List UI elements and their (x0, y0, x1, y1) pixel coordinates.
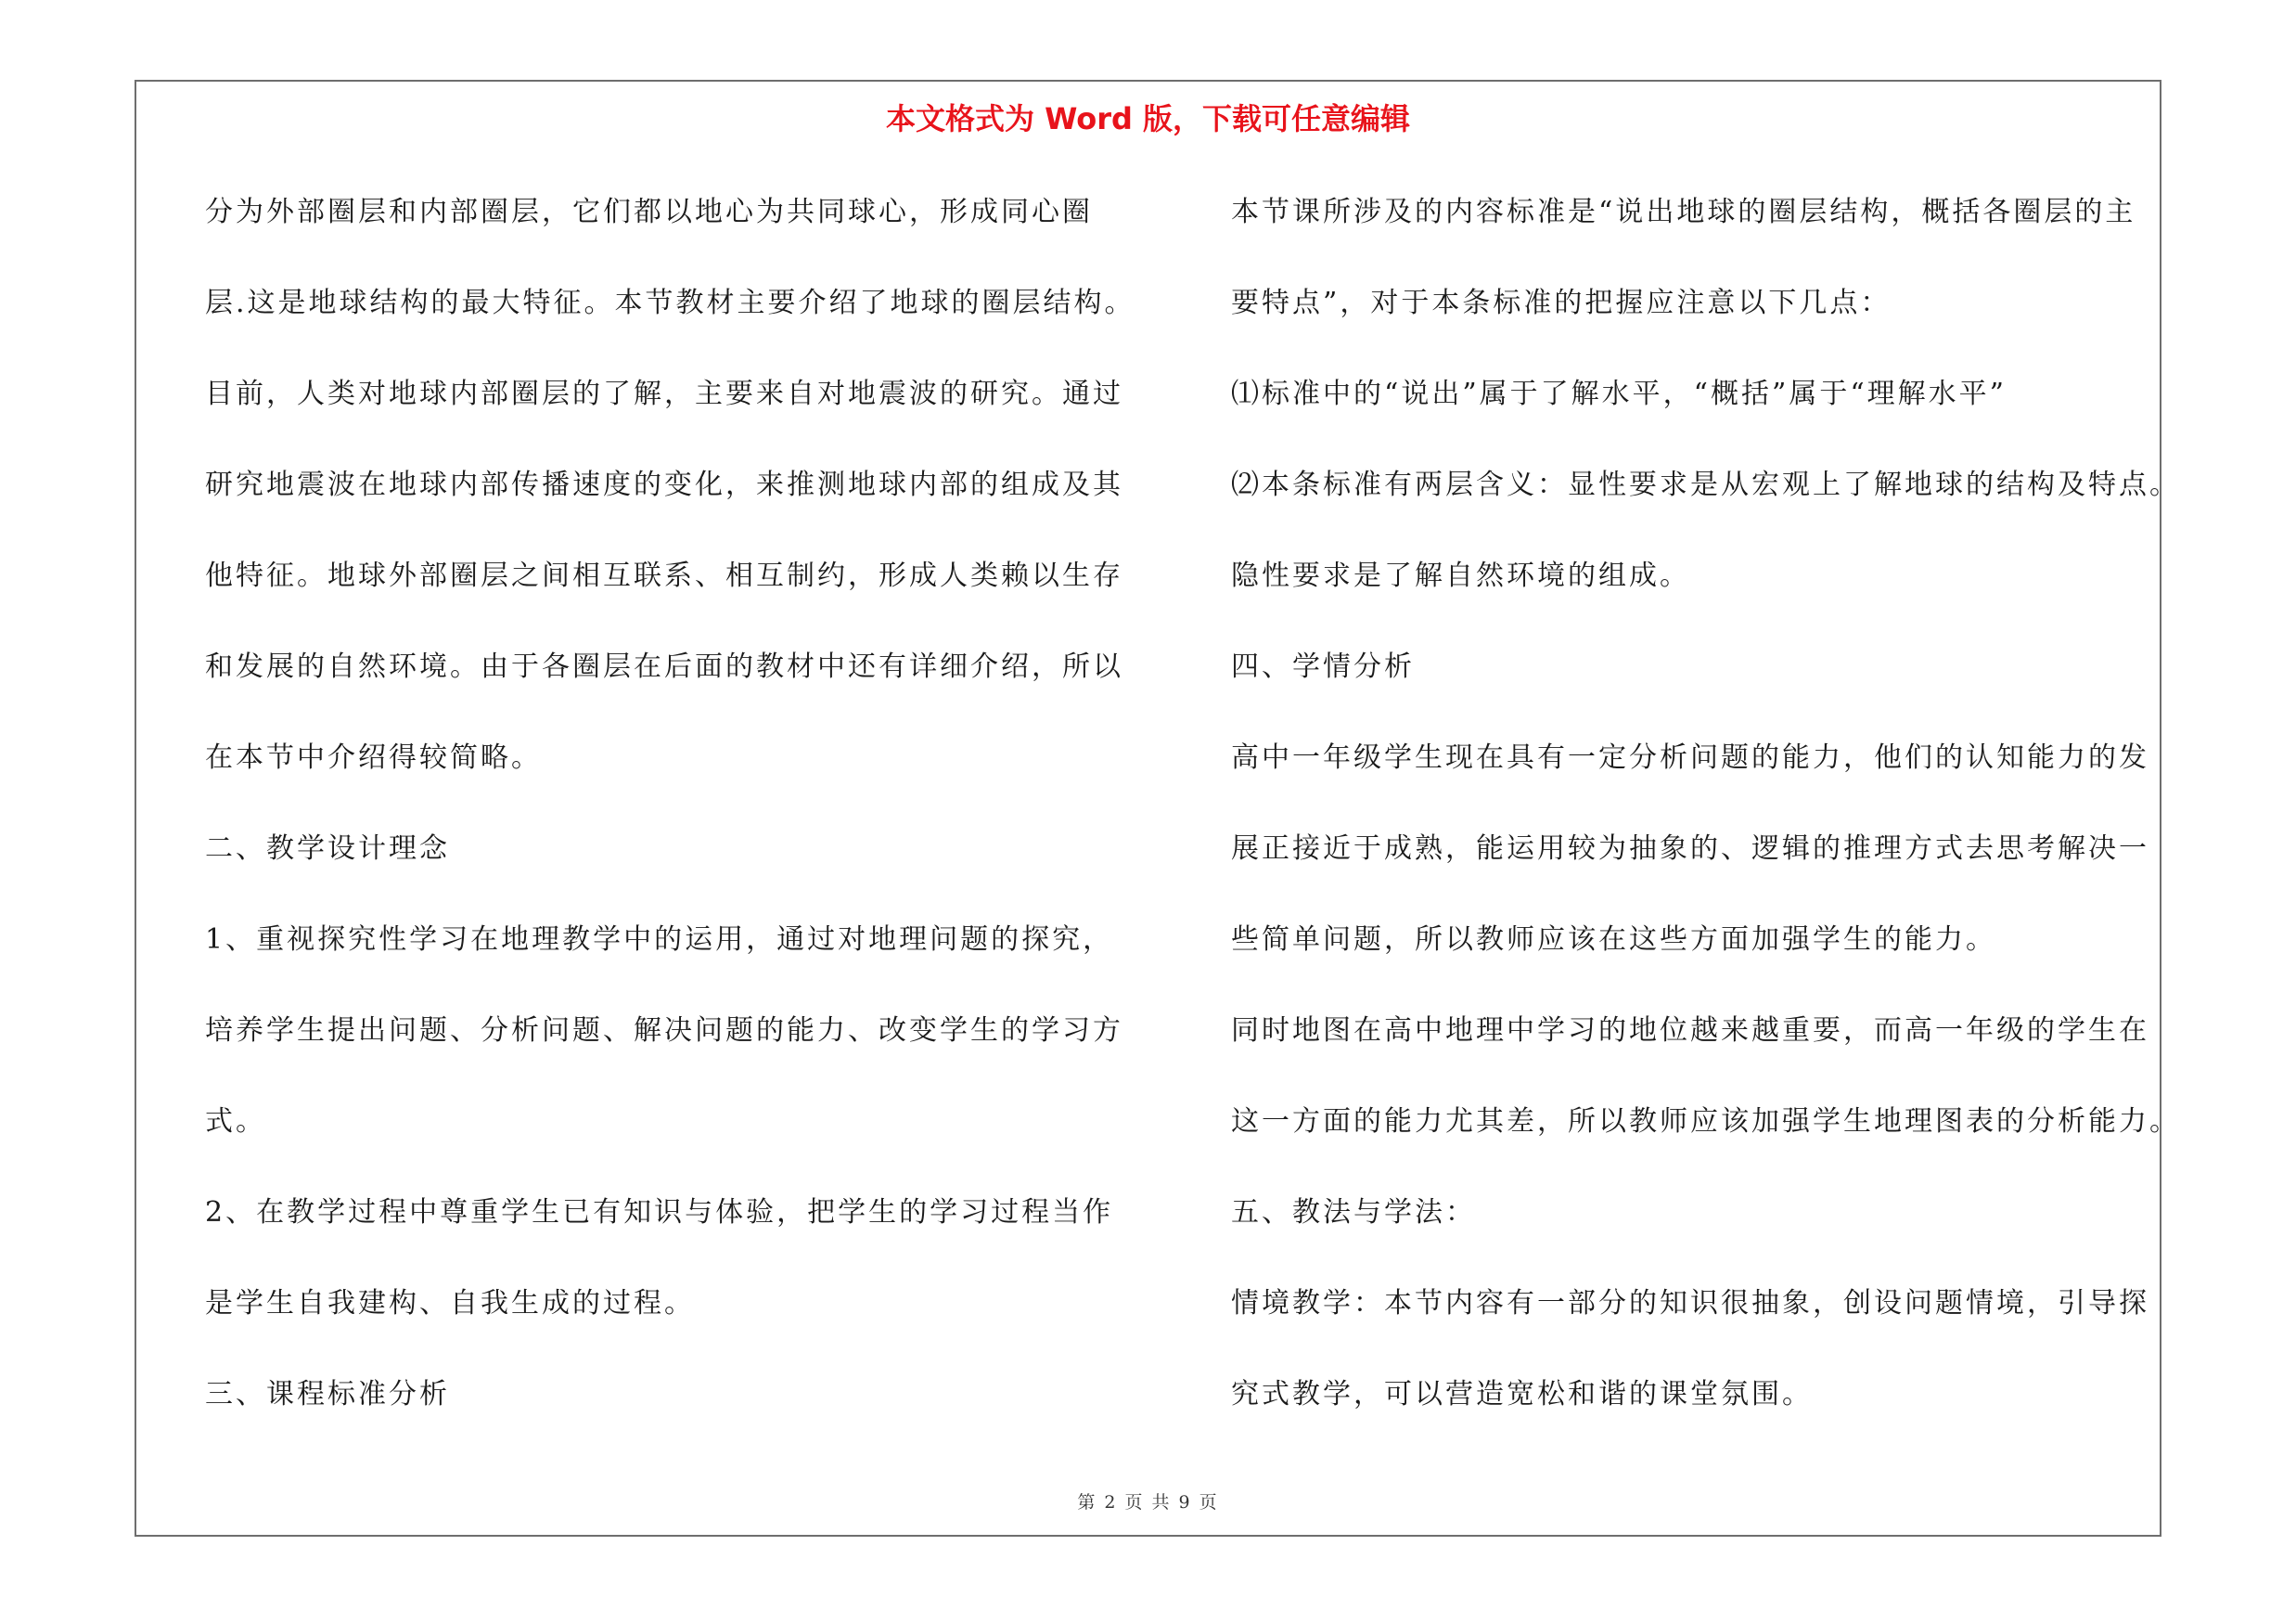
text-line: 目前，人类对地球内部圈层的了解，主要来自对地震波的研究。通过 (205, 378, 1123, 410)
text-line: 情境教学：本节内容有一部分的知识很抽象，创设问题情境，引导探 (1231, 1287, 2149, 1320)
left-text-column (205, 186, 1133, 1459)
section-heading: 三、课程标准分析 (205, 1378, 450, 1410)
text-line: ⑴标准中的“说出”属于了解水平，“概括”属于“理解水平” (1231, 378, 2007, 410)
text-line: 2、在教学过程中尊重学生已有知识与体验，把学生的学习过程当作 (205, 1196, 1114, 1229)
text-line: 式。 (205, 1105, 266, 1138)
text-line: 展正接近于成熟，能运用较为抽象的、逻辑的推理方式去思考解决一 (1231, 832, 2149, 865)
text-line: 和发展的自然环境。由于各圈层在后面的教材中还有详细介绍，所以 (205, 650, 1123, 683)
text-line: 高中一年级学生现在具有一定分析问题的能力，他们的认知能力的发 (1231, 741, 2149, 774)
page-number-footer: 第 2 页 共 9 页 (1077, 1492, 1219, 1513)
text-line: 同时地图在高中地理中学习的地位越来越重要，而高一年级的学生在 (1231, 1014, 2149, 1047)
text-line: 在本节中介绍得较简略。 (205, 741, 542, 774)
right-text-column (1231, 186, 2180, 1459)
text-line: 要特点”，对于本条标准的把握应注意以下几点： (1231, 287, 1892, 319)
text-line: 他特征。地球外部圈层之间相互联系、相互制约，形成人类赖以生存 (205, 560, 1123, 592)
text-line: 研究地震波在地球内部传播速度的变化，来推测地球内部的组成及其 (205, 469, 1123, 501)
section-heading: 五、教法与学法： (1231, 1196, 1476, 1229)
text-line: 这一方面的能力尤其差，所以教师应该加强学生地理图表的分析能力。 (1231, 1105, 2180, 1138)
text-line: 1、重视探究性学习在地理教学中的运用，通过对地理问题的探究， (205, 923, 1114, 956)
text-line: 层.这是地球结构的最大特征。本节教材主要介绍了地球的圈层结构。 (205, 287, 1135, 319)
text-line: 培养学生提出问题、分析问题、解决问题的能力、改变学生的学习方 (205, 1014, 1123, 1047)
section-heading: 四、学情分析 (1231, 650, 1415, 683)
text-line: 分为外部圈层和内部圈层，它们都以地心为共同球心，形成同心圈 (205, 196, 1093, 228)
text-line: ⑵本条标准有两层含义：显性要求是从宏观上了解地球的结构及特点。 (1231, 469, 2180, 501)
text-line: 本节课所涉及的内容标准是“说出地球的圈层结构，概括各圈层的主 (1231, 196, 2136, 228)
section-heading: 二、教学设计理念 (205, 832, 450, 865)
text-line: 是学生自我建构、自我生成的过程。 (205, 1287, 695, 1320)
text-line: 隐性要求是了解自然环境的组成。 (1231, 560, 1690, 592)
text-line: 些简单问题，所以教师应该在这些方面加强学生的能力。 (1231, 923, 1996, 956)
format-notice-banner: 本文格式为 Word 版，下载可任意编辑 (885, 101, 1411, 136)
text-line: 究式教学，可以营造宽松和谐的课堂氛围。 (1231, 1378, 1813, 1410)
page-frame (135, 80, 2180, 1537)
